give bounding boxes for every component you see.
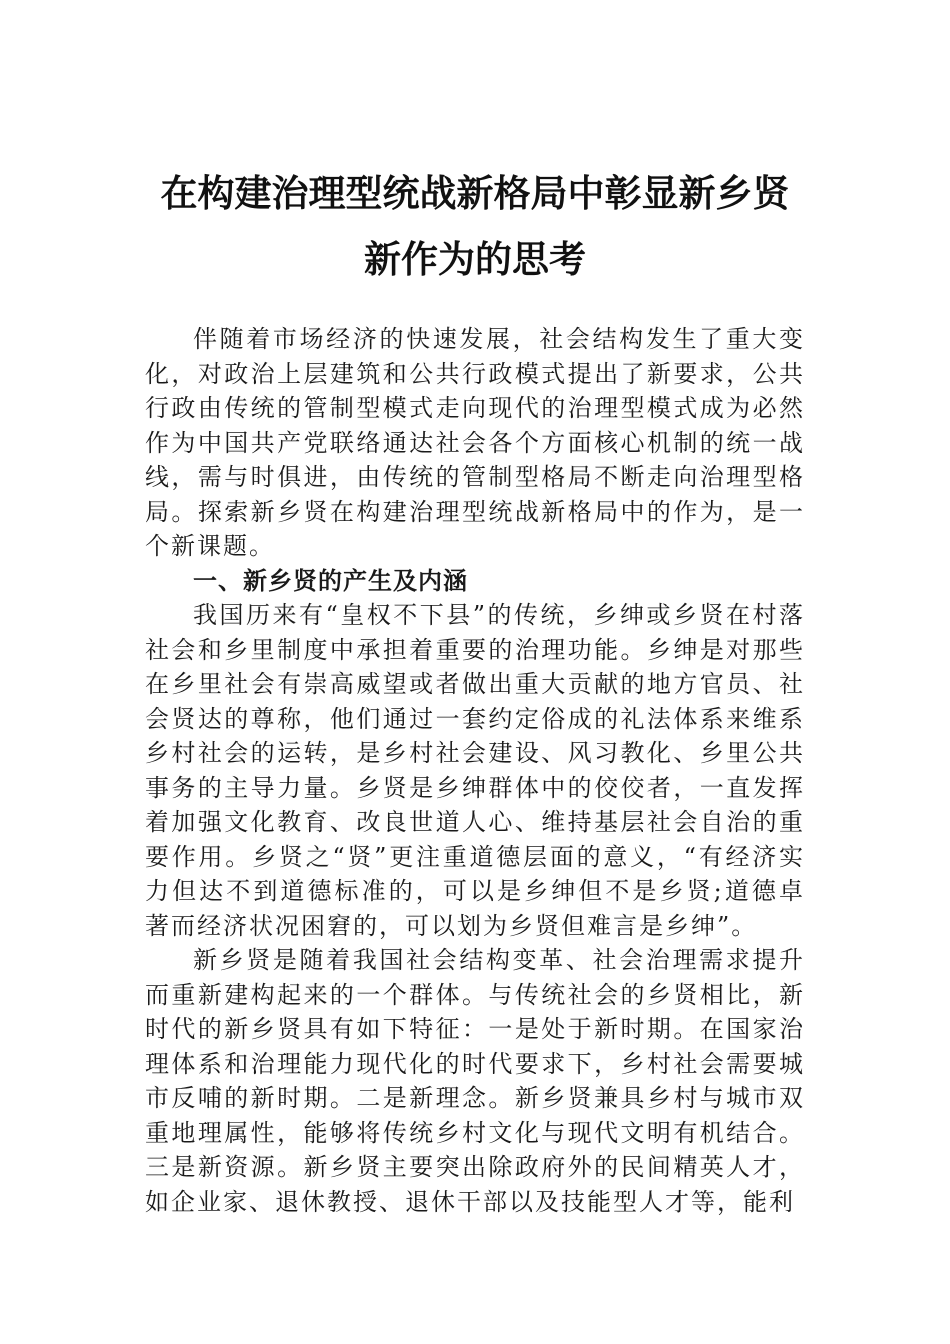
section-paragraph: 我国历来有“皇权不下县”的传统，乡绅或乡贤在村落社会和乡里制度中承担着重要的治理功能。乡绅是对那些在乡里社会有崇高威望或者做出重大贡献的地方官员、社会贤达的尊称，他们通过一套约定俗成的礼法体系来维系乡村社会的运转，是乡村社会建设、风习教化、乡里公共事务的主导力量。乡贤是乡绅群体中的佼佼者，一直发挥着加强文化教育、改良世道人心、维持基层社会自治的重要作用。乡贤之“贤”更注重道德层面的意义，“有经济实力但达不到道德标准的，可以是乡绅但不是乡贤;道德卓著而经济状况困窘的，可以划为乡贤但难言是乡绅”。 xyxy=(145,601,805,940)
intro-paragraph: 伴随着市场经济的快速发展，社会结构发生了重大变化，对政治上层建筑和公共行政模式提出了新要求，公共行政由传统的管制型模式走向现代的治理型模式成为必然作为中国共产党联络通达社会各个方面核心机制的统一战线，需与时俱进，由传统的管制型格局不断走向治理型格局。探索新乡贤在构建治理型统战新格局中的作为，是一个新课题。 xyxy=(145,325,805,560)
document-title: 在构建治理型统战新格局中彰显新乡贤新作为的思考 xyxy=(160,171,790,281)
section-heading: 一、新乡贤的产生及内涵 xyxy=(193,566,468,595)
section-paragraph: 新乡贤是随着我国社会结构变革、社会治理需求提升而重新建构起来的一个群体。与传统社会的乡贤相比，新时代的新乡贤具有如下特征：一是处于新时期。在国家治理体系和治理能力现代化的时代要求下，乡村社会需要城市反哺的新时期。二是新理念。新乡贤兼具乡村与城市双重地理属性，能够将传统乡村文化与现代文明有机结合。三是新资源。新乡贤主要突出除政府外的民间精英人才，如企业家、退休教授、退休干部以及技能型人才等，能利 xyxy=(145,946,805,1216)
document-body xyxy=(145,322,805,1219)
